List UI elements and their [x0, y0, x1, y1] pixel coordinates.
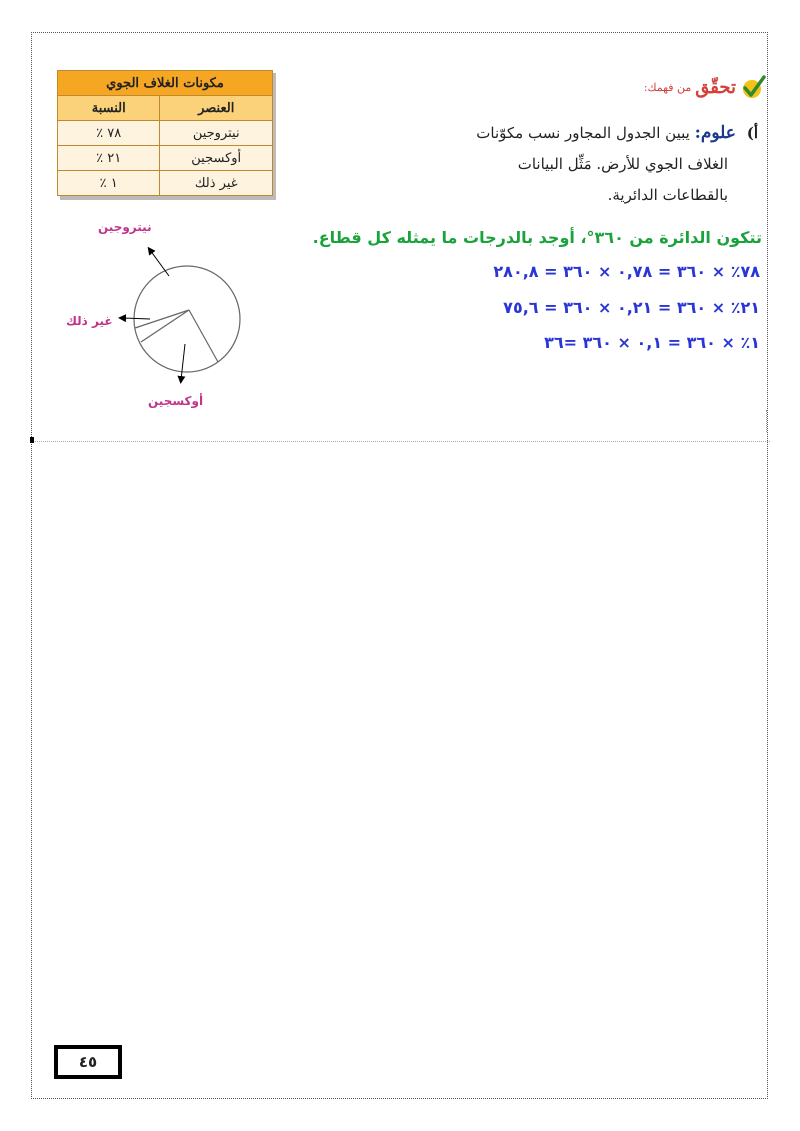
pie-divider — [189, 310, 218, 362]
check-understanding-header — [560, 72, 766, 102]
checkmark-icon — [740, 74, 766, 100]
problem-line-3: بالقطاعات الدائرية. — [607, 186, 728, 204]
check-title: تحقّق — [695, 76, 736, 98]
cell-percent: ١ ٪ — [58, 171, 160, 196]
table-row — [58, 146, 273, 171]
label-nitrogen: نيتروجين — [98, 220, 152, 234]
label-other: غير ذلك — [66, 314, 113, 328]
check-subtitle: من فهمك: — [643, 80, 692, 94]
margin-tick — [766, 410, 767, 432]
problem-keyword: علوم: — [694, 123, 736, 143]
equation-nitrogen: ٧٨٪ × ٣٦٠ = ٠,٧٨ × ٣٦٠ = ٢٨٠,٨ — [493, 262, 760, 281]
cell-element: نيتروجين — [160, 121, 273, 146]
equation-other: ١٪ × ٣٦٠ = ٠,١ × ٣٦٠ =٣٦ — [544, 333, 760, 352]
table-row — [58, 121, 273, 146]
pie-divider — [141, 310, 189, 342]
answer-intro: تتكون الدائرة من ٣٦٠°، أوجد بالدرجات ما يمثله كل قطاع. — [312, 228, 762, 247]
header-element: العنصر — [160, 96, 273, 121]
problem-text — [380, 118, 758, 211]
cell-percent: ٢١ ٪ — [58, 146, 160, 171]
margin-mark — [30, 437, 34, 443]
atmosphere-table — [57, 70, 273, 196]
pointer-arrow — [122, 318, 150, 319]
pointer-arrow — [150, 250, 169, 276]
page-number: ٤٥ — [54, 1045, 122, 1079]
section-divider — [33, 441, 770, 442]
cell-element: أوكسجين — [160, 146, 273, 171]
table-caption: مكونات الغلاف الجوي — [58, 71, 273, 96]
label-oxygen: أوكسجين — [148, 394, 204, 408]
header-percent: النسبة — [58, 96, 160, 121]
cell-percent: ٧٨ ٪ — [58, 121, 160, 146]
problem-line-2: الغلاف الجوي للأرض. مَثِّل البيانات — [517, 155, 728, 173]
problem-line-1 — [380, 118, 758, 149]
cell-element: غير ذلك — [160, 171, 273, 196]
table-row — [58, 171, 273, 196]
problem-line-1-text: يبين الجدول المجاور نسب مكوّنات — [476, 124, 690, 142]
equation-oxygen: ٢١٪ × ٣٦٠ = ٠,٢١ × ٣٦٠ = ٧٥,٦ — [503, 298, 760, 317]
pointer-arrow — [181, 344, 185, 380]
problem-number: أ) — [746, 124, 758, 142]
